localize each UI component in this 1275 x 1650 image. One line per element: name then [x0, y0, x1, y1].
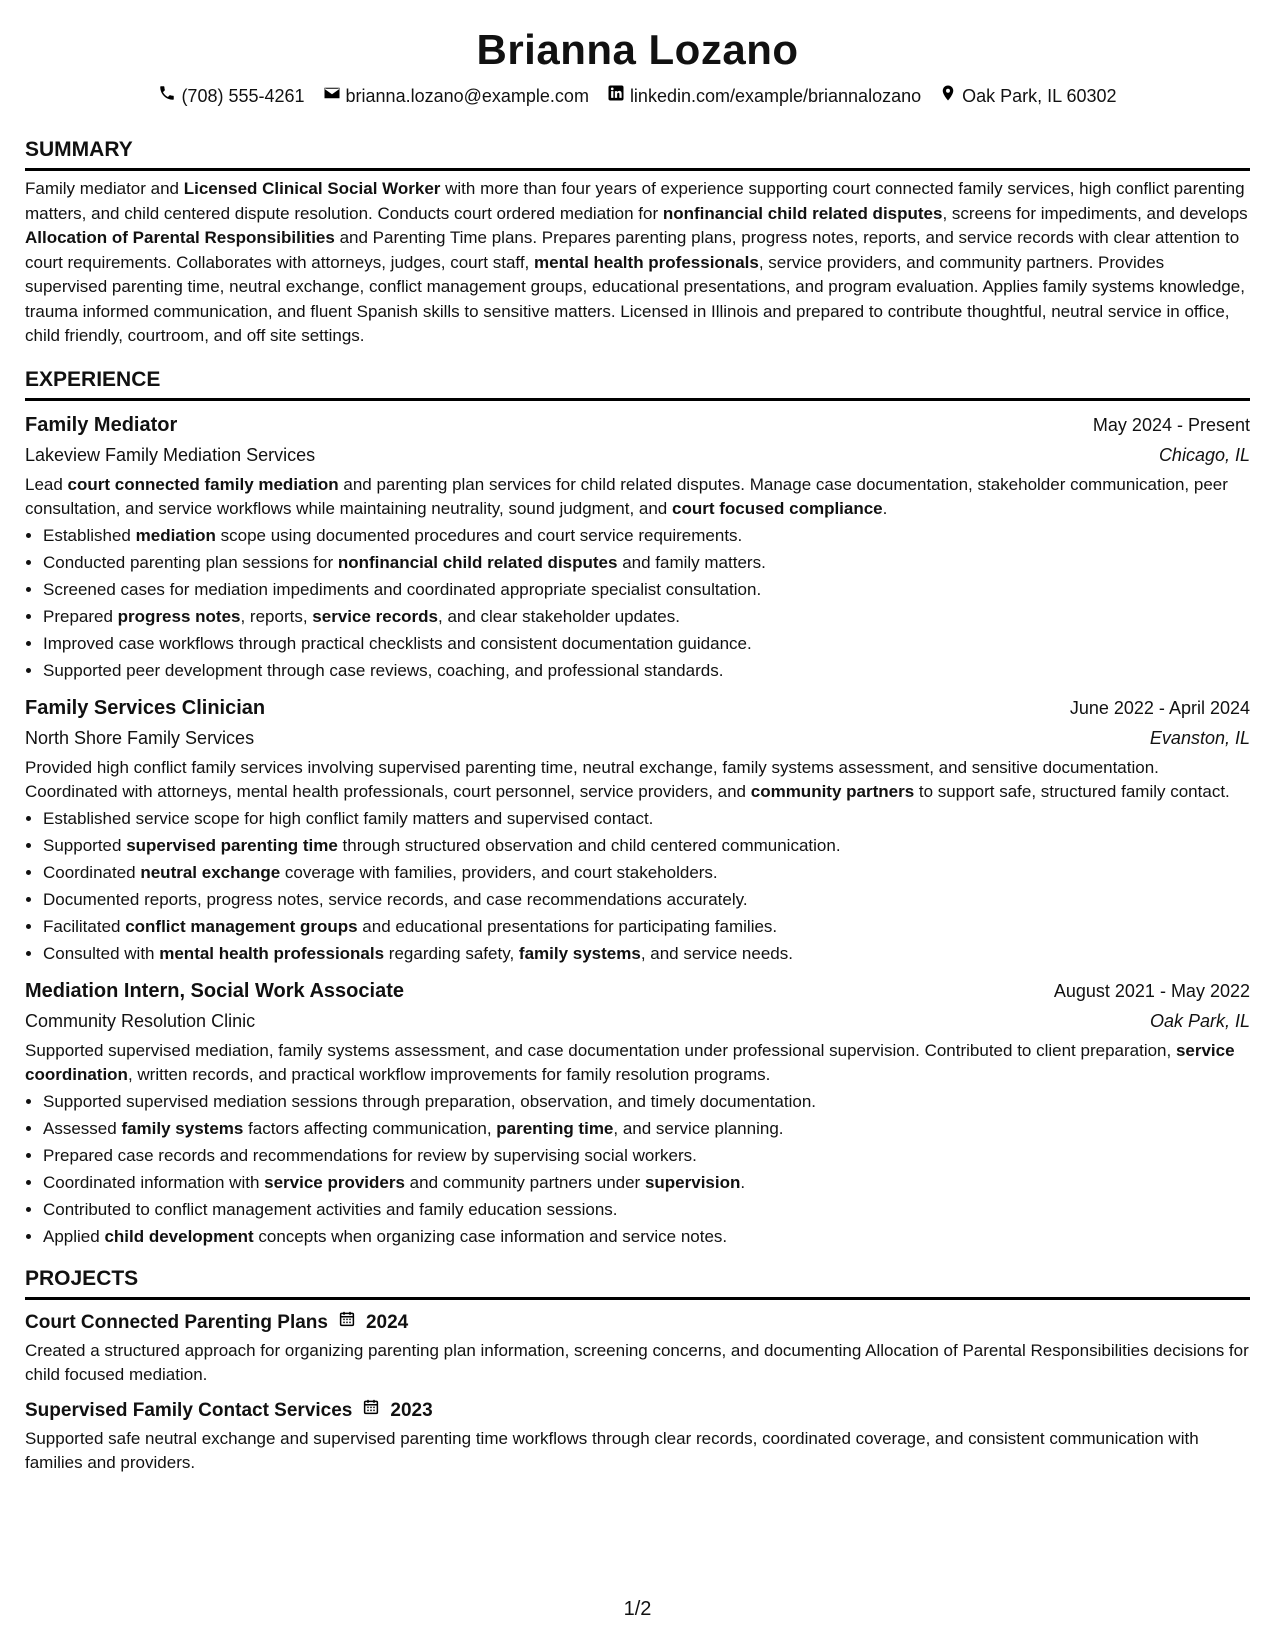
list-item: • Documented reports, progress notes, service records, and case recommendations accurately. [43, 886, 1250, 913]
calendar-icon [362, 1397, 380, 1425]
job-organization: North Shore Family Services [25, 727, 255, 748]
job-entry [25, 976, 1250, 1250]
job-location: Evanston, IL [1149, 727, 1250, 748]
job-bullets [25, 805, 1250, 967]
list-item: • Prepared progress notes, reports, service records, and clear stakeholder updates. [43, 603, 1250, 630]
list-item: • Coordinated neutral exchange coverage with families, providers, and court stakeholders. [43, 859, 1250, 886]
list-item: • Screened cases for mediation impediments and coordinated appropriate specialist consultation. [43, 576, 1250, 603]
job-dates: August 2021 - May 2022 [1053, 980, 1250, 1001]
list-item: • Facilitated conflict management groups and educational presentations for participating families. [43, 913, 1250, 940]
list-item: • Supported peer development through case reviews, coaching, and professional standards. [43, 657, 1250, 684]
job-dates: June 2022 - April 2024 [1069, 697, 1250, 718]
map-pin-icon [939, 84, 957, 107]
contact-email[interactable] [323, 84, 589, 107]
job-organization: Community Resolution Clinic [25, 1010, 256, 1031]
job-organization: Lakeview Family Mediation Services [25, 444, 316, 465]
list-item: • Supported supervised mediation sessions through preparation, observation, and timely documentation. [43, 1088, 1250, 1115]
list-item: • Conducted parenting plan sessions for nonfinancial child related disputes and family matters. [43, 549, 1250, 576]
candidate-name: Brianna Lozano [476, 26, 799, 73]
resume-page [25, 0, 1250, 1476]
job-title: Family Mediator [25, 413, 178, 436]
project-title: Supervised Family Contact Services [25, 1399, 353, 1421]
linkedin-link[interactable]: linkedin.com/example/briannalozano [629, 85, 922, 106]
job-entry [25, 410, 1250, 684]
list-item: • Supported supervised parenting time through structured observation and child centered communication. [43, 832, 1250, 859]
job-bullets [25, 522, 1250, 684]
phone-text: (708) 555-4261 [181, 85, 305, 106]
project-description: Supported safe neutral exchange and supervised parenting time workflows through clear records, coordinated coverage, and consistent communication with families and providers. [25, 1428, 1199, 1472]
envelope-icon [323, 84, 341, 107]
list-item: • Coordinated information with service providers and community partners under supervision. [43, 1169, 1250, 1196]
contact-linkedin[interactable] [607, 84, 921, 107]
summary-text: Family mediator and Licensed Clinical Social Worker with more than four years of experience supporting court connected family services, high conflict parenting matters, and child centered dispute resolution. Conducts court ordered mediation for nonfinancial child related disputes, screens for impediments, and develops Allocation of Parental Responsibilities and Parenting Time plans. Prepares parenting plans, progress notes, reports, and service records with clear attention to court requirements. Collaborates with attorneys, judges, court staff, mental health professionals, service providers, and community partners. Provides supervised parenting time, neutral exchange, conflict management groups, educational presentations, and program evaluation. Applies family systems knowledge, trauma informed communication, and fluent Spanish skills to sensitive matters. Licensed in Illinois and prepared to contribute thoughtful, neutral service in office, child friendly, courtroom, and off site settings. [25, 179, 1248, 345]
list-item: • Assessed family systems factors affecting communication, parenting time, and service planning. [43, 1115, 1250, 1142]
location-text: Oak Park, IL 60302 [962, 85, 1117, 106]
list-item: • Established mediation scope using documented procedures and court service requirements. [43, 522, 1250, 549]
job-location: Chicago, IL [1158, 444, 1250, 465]
list-item: • Contributed to conflict management activities and family education sessions. [43, 1196, 1250, 1223]
job-title: Family Services Clinician [25, 696, 266, 719]
page-number: 1/2 [623, 1598, 652, 1620]
job-description: Supported supervised mediation, family systems assessment, and case documentation under professional supervision. Contributed to client preparation, service coordination, written records, and practical workflow improvements for family resolution programs. [25, 1040, 1235, 1084]
project-entry [25, 1397, 1250, 1476]
job-title: Mediation Intern, Social Work Associate [25, 979, 404, 1002]
summary-heading: SUMMARY [25, 137, 1250, 171]
job-description: Lead court connected family mediation and parenting plan services for child related disputes. Manage case documentation, stakeholder communication, peer consultation, and service workflows while maintaining neutrality, sound judgment, and court focused compliance. [25, 474, 1228, 518]
list-item: • Consulted with mental health professionals regarding safety, family systems, and service needs. [43, 940, 1250, 967]
job-entry [25, 693, 1250, 967]
project-year: 2023 [390, 1399, 433, 1421]
experience-heading: EXPERIENCE [25, 367, 1250, 401]
list-item: • Established service scope for high conflict family matters and supervised contact. [43, 805, 1250, 832]
project-title: Court Connected Parenting Plans [25, 1311, 328, 1333]
email-link[interactable]: brianna.lozano@example.com [345, 85, 589, 106]
contact-phone [158, 84, 304, 107]
calendar-icon [338, 1309, 356, 1337]
project-description: Created a structured approach for organizing parenting plan information, screening concerns, and documenting Allocation of Parental Responsibilities decisions for child focused mediation. [25, 1340, 1249, 1384]
project-year: 2024 [365, 1311, 409, 1333]
linkedin-icon [607, 84, 625, 107]
list-item: • Prepared case records and recommendations for review by supervising social workers. [43, 1142, 1250, 1169]
phone-icon [158, 84, 176, 107]
projects-heading: PROJECTS [25, 1266, 1250, 1300]
job-dates: May 2024 - Present [1092, 414, 1250, 435]
job-bullets [25, 1088, 1250, 1250]
contact-bar [25, 84, 1250, 107]
project-entry [25, 1309, 1250, 1388]
job-description: Provided high conflict family services involving supervised parenting time, neutral exchange, family systems assessment, and sensitive documentation. Coordinated with attorneys, mental health professionals, court personnel, service providers, and community partners to support safe, structured family contact. [25, 757, 1230, 801]
list-item: • Improved case workflows through practical checklists and consistent documentation guidance. [43, 630, 1250, 657]
job-location: Oak Park, IL [1149, 1010, 1250, 1031]
list-item: • Applied child development concepts when organizing case information and service notes. [43, 1223, 1250, 1250]
contact-location [939, 84, 1116, 107]
